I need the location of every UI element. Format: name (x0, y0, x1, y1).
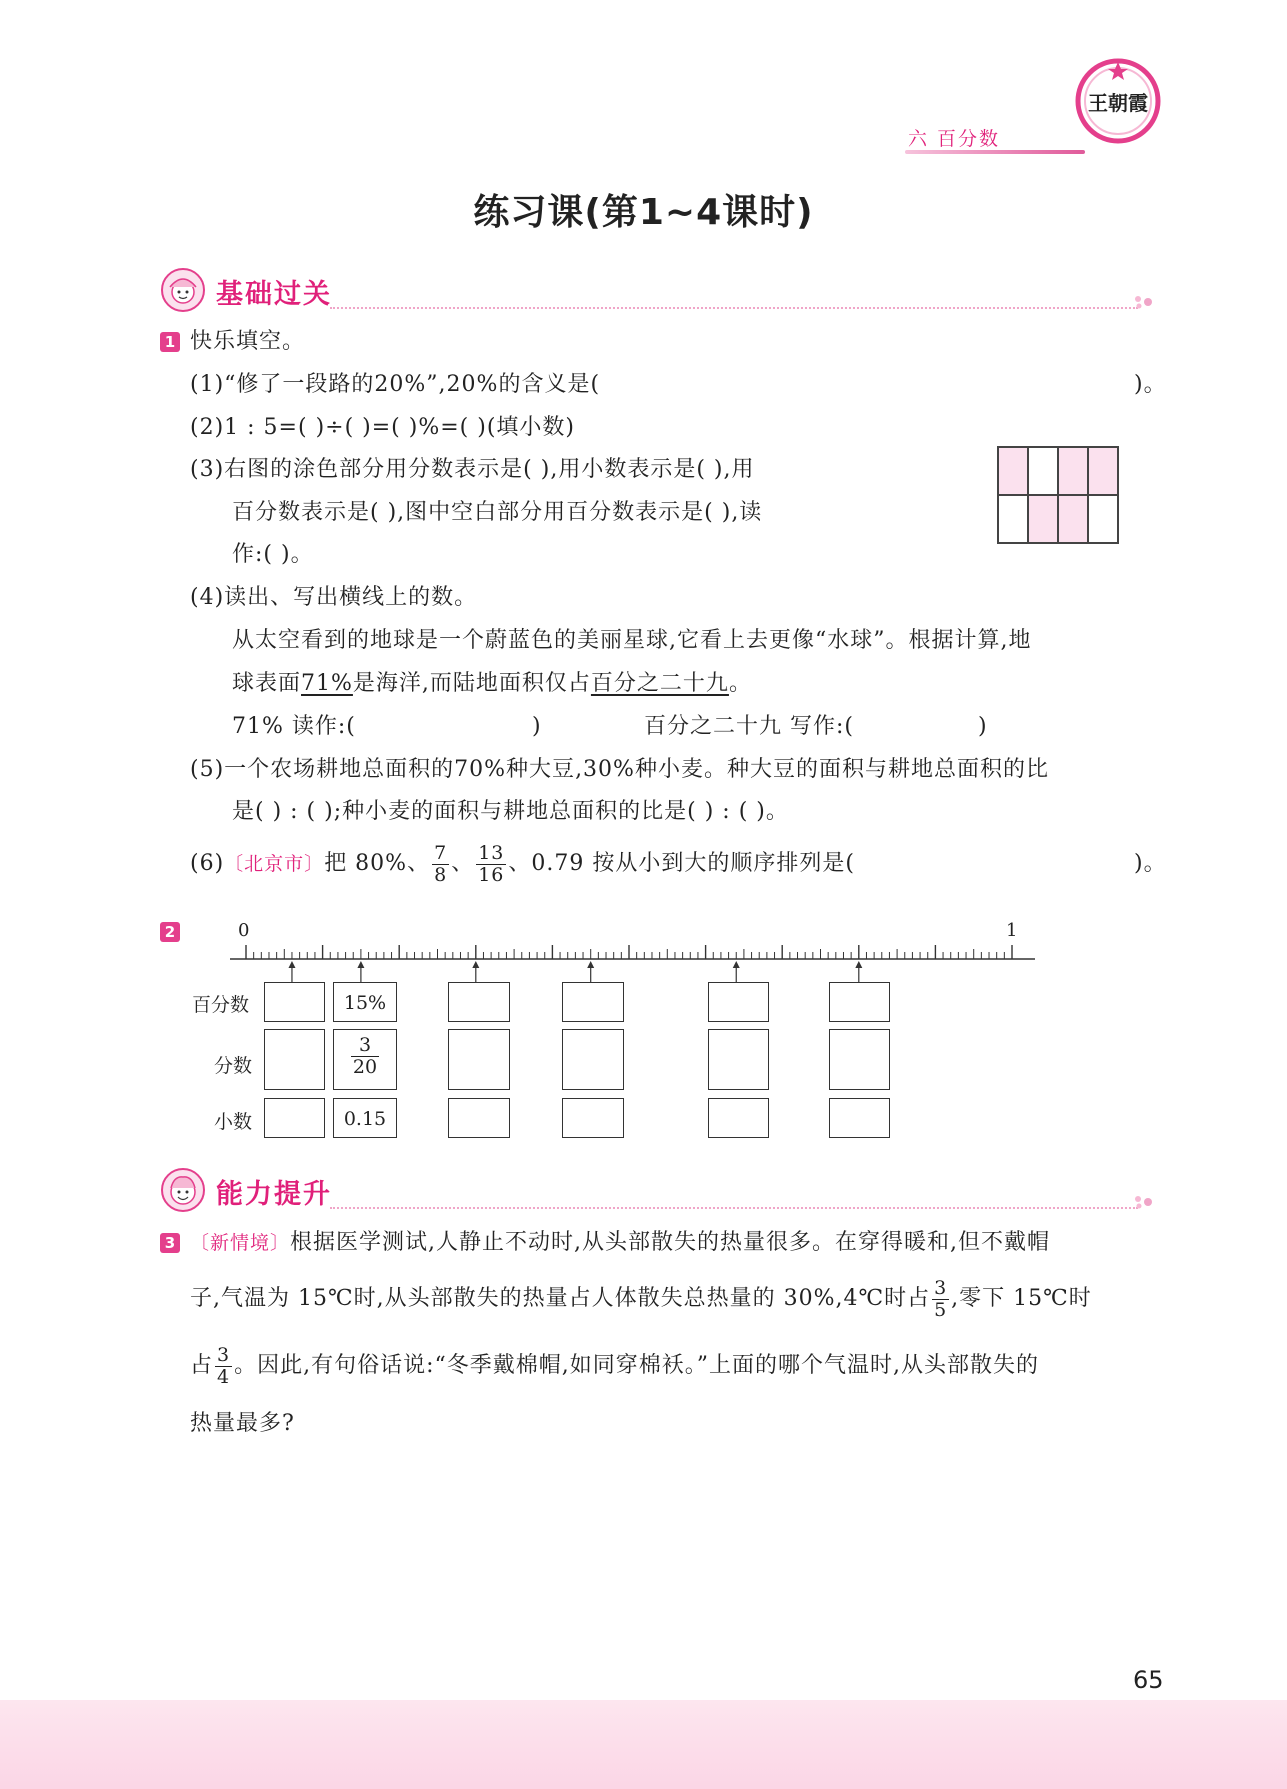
answer-box-decimal-3[interactable] (448, 1098, 510, 1138)
answer-box-percent-3[interactable] (448, 982, 510, 1022)
page-title: 练习课(第1~4课时) (473, 192, 814, 233)
boy-mascot-icon (160, 1167, 206, 1213)
underlined-71-percent: 71% (301, 671, 353, 696)
fraction-numerator: 3 (217, 1343, 231, 1366)
answer-box-percent-6[interactable] (829, 982, 890, 1022)
fraction-denominator: 8 (434, 863, 448, 886)
fraction-numerator: 7 (434, 841, 448, 864)
grid-cell-shaded (1058, 495, 1088, 543)
q1-title: 快乐填空。 (190, 329, 306, 354)
fraction-13-16 (476, 843, 506, 886)
q3-line3 (190, 1344, 1039, 1388)
answer-box-percent-5[interactable] (708, 982, 769, 1022)
answer-box-percent-1[interactable] (264, 982, 325, 1022)
question-number-1: 1 (160, 332, 180, 352)
fraction-3-20 (351, 1035, 379, 1078)
answer-box-fraction-1[interactable] (264, 1029, 325, 1090)
grid-cell (998, 495, 1028, 543)
q3-line3-text-b: 。因此,有句俗话说:“冬季戴棉帽,如同穿棉袄。”上面的哪个气温时,从头部散失的 (234, 1353, 1039, 1378)
answer-box-fraction-6[interactable] (829, 1029, 890, 1090)
q3-line4: 热量最多? (190, 1411, 295, 1436)
answer-box-decimal-1[interactable] (264, 1098, 325, 1138)
fraction-numerator: 3 (351, 1035, 379, 1057)
grid-cell (1028, 447, 1058, 495)
page-number: 65 (1133, 1666, 1164, 1694)
q1-part6-text-a: 把 80%、 (324, 851, 431, 876)
grid-cell-shaded (1058, 447, 1088, 495)
q3-line2 (190, 1277, 1092, 1321)
answer-box-fraction-4[interactable] (562, 1029, 624, 1090)
q1-part6-end: )。 (1134, 851, 1167, 876)
q3-line3-text-a: 占 (190, 1353, 214, 1378)
q3-line1-text: 根据医学测试,人静止不动时,从头部散失的热量很多。在穿得暖和,但不戴帽 (290, 1230, 1050, 1255)
q1-part6-sep: 、 (451, 851, 475, 876)
fraction-3-5 (932, 1278, 949, 1321)
section-title-basic: 基础过关 (216, 279, 332, 310)
q1-part4-write-end: ) (978, 714, 988, 739)
fraction-numerator: 3 (934, 1276, 948, 1299)
fraction-7-8 (432, 843, 449, 886)
row-label-fraction: 分数 (214, 1055, 253, 1077)
q1-part4-text-b: 是海洋,而陆地面积仅占 (352, 671, 591, 696)
shaded-grid-figure (997, 446, 1119, 544)
girl-mascot-icon (160, 267, 206, 313)
row-label-percent: 百分数 (192, 994, 250, 1016)
answer-box-decimal-4[interactable] (562, 1098, 624, 1138)
dots-decoration-icon (1134, 295, 1158, 309)
q1-part4-write-label: 百分之二十九 写作:( (644, 714, 854, 739)
row-label-decimal: 小数 (214, 1111, 253, 1133)
q3-line2-text-b: ,零下 15℃时 (951, 1286, 1092, 1311)
brand-badge-logo (1075, 58, 1161, 144)
answer-box-percent-4[interactable] (562, 982, 624, 1022)
number-line-ticks (246, 945, 1012, 959)
number-line-end-label: 1 (1006, 920, 1018, 941)
q1-part4-text-c: 。 (728, 671, 752, 696)
grid-cell-shaded (1028, 495, 1058, 543)
q1-part6 (190, 842, 855, 886)
fraction-denominator: 16 (478, 863, 505, 886)
fraction-denominator: 20 (352, 1056, 378, 1078)
example-box-fraction (333, 1029, 397, 1090)
section-divider (330, 307, 1138, 309)
q1-part4-read-end: ) (532, 714, 542, 739)
fraction-denominator: 4 (217, 1365, 231, 1388)
grid-cell-shaded (1088, 447, 1118, 495)
answer-box-fraction-3[interactable] (448, 1029, 510, 1090)
section-title-advanced: 能力提升 (216, 1179, 332, 1210)
chapter-label: 六 百分数 (908, 128, 1001, 150)
q1-part3-line3: 作:( )。 (232, 542, 314, 567)
fraction-denominator: 5 (934, 1298, 948, 1321)
number-line-start-label: 0 (238, 920, 250, 941)
example-box-percent: 15% (333, 982, 397, 1022)
answer-box-decimal-6[interactable] (829, 1098, 890, 1138)
q1-part6-text-b: 、0.79 按从小到大的顺序排列是( (508, 851, 855, 876)
q1-part4-line1: (4)读出、写出横线上的数。 (190, 585, 478, 610)
question-number-3: 3 (160, 1233, 180, 1253)
q1-part2-text: (2)1 : 5=( )÷( )=( )%=( )(填小数) (190, 415, 575, 440)
q1-part6-prefix: (6) (190, 851, 225, 876)
region-tag-beijing: 〔北京市〕 (224, 853, 325, 875)
header-rule (905, 150, 1085, 154)
grid-cell-shaded (998, 447, 1028, 495)
underlined-29-percent-words: 百分之二十九 (590, 671, 729, 696)
answer-box-fraction-5[interactable] (708, 1029, 769, 1090)
dots-decoration-icon (1134, 1195, 1158, 1209)
brand-badge-text: 王朝霞 (1088, 91, 1148, 115)
question-number-2: 2 (160, 922, 180, 942)
q1-part4-line2: 从太空看到的地球是一个蔚蓝色的美丽星球,它看上去更像“水球”。根据计算,地 (232, 628, 1032, 653)
answer-box-decimal-5[interactable] (708, 1098, 769, 1138)
new-context-tag: 〔新情境〕 (190, 1232, 291, 1254)
example-box-decimal: 0.15 (333, 1098, 397, 1138)
q1-part3-line1: (3)右图的涂色部分用分数表示是( ),用小数表示是( ),用 (190, 457, 755, 482)
fraction-numerator: 13 (478, 841, 505, 864)
q3-line2-text-a: 子,气温为 15℃时,从头部散失的热量占人体散失总热量的 30%,4℃时占 (190, 1286, 931, 1311)
q1-part4-text-a: 球表面 (232, 671, 302, 696)
q1-part1-text: (1)“修了一段路的20%”,20%的含义是( (190, 372, 601, 397)
q1-part5-line2: 是( ) : ( );种小麦的面积与耕地总面积的比是( ) : ( )。 (232, 799, 789, 824)
fraction-3-4 (215, 1345, 232, 1388)
q1-part5-line1: (5)一个农场耕地总面积的70%种大豆,30%种小麦。种大豆的面积与耕地总面积的比 (190, 757, 1049, 782)
q1-part4-line3 (232, 668, 752, 700)
q1-part4-read-label: 71% 读作:( (232, 714, 356, 739)
q1-part1-end: )。 (1134, 372, 1167, 397)
section-divider (330, 1207, 1138, 1209)
q3-line1 (190, 1227, 1050, 1259)
grid-cell (1088, 495, 1118, 543)
bottom-decorative-band (0, 1700, 1287, 1789)
q1-part3-line2: 百分数表示是( ),图中空白部分用百分数表示是( ),读 (232, 500, 763, 525)
